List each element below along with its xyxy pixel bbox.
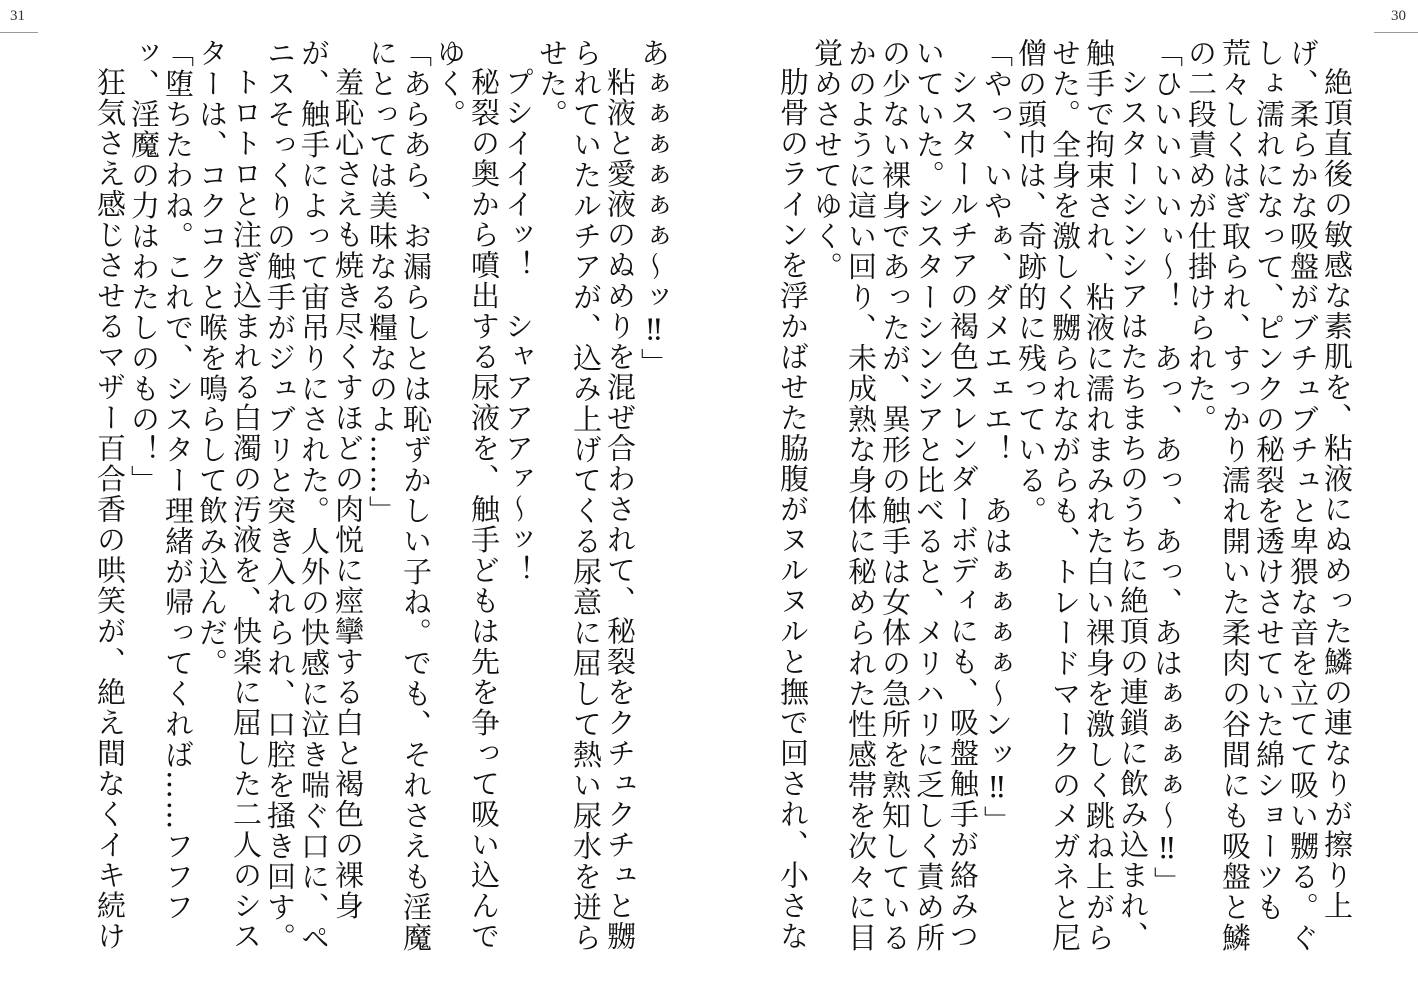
dialogue-line: 「やっ、いやぁ、ダメエェエ！ あはぁぁぁぁ〜ンッ‼」 [980, 38, 1014, 836]
paragraph: シスタールチアの褐色スレンダーボディにも、吸盤触手が絡みついていた。シスターシンシアと比べると、メリハリに乏しく責め所の少ない裸身であったが、異形の触手は女体の急所を熟知しているかのように這い回り、未成熟な身体に秘められた性感帯を次々に目覚めさせてゆく。 [810, 38, 980, 953]
paragraph: 狂気さえ感じさせるマザー百合香の哄笑が、絶え間なくイキ続け [93, 67, 127, 952]
paragraph: 秘裂の奥から噴出する尿液を、触手どもは先を争って吸い込んでゆく。 [433, 38, 501, 952]
left-page-text [93, 38, 671, 968]
paragraph: トロトロと注ぎ込まれる白濁の汚液を、快楽に屈した二人のシスターは、コクコクと喉を鳴らして飲み込んだ。 [195, 38, 263, 952]
paragraph: 羞恥心さえも焼き尽くすほどの肉悦に痙攣する白と褐色の裸身が、触手によって宙吊りにされた。人外の快感に泣き喘ぐ口に、ペニスそっくりの触手がジュブリと突き入れられ、口腔を掻き回す。 [263, 38, 365, 953]
header-rule-left [0, 32, 38, 33]
header-rule-right [1374, 32, 1418, 33]
paragraph: 肋骨のラインを浮かばせた脇腹がヌルヌルと撫で回され、小さな [776, 67, 810, 952]
dialogue-line: 「堕ちたわね。これで、シスター理緒が帰ってくれば……フフフッ、淫魔の力はわたしのもの！」 [127, 38, 195, 923]
right-page-text [776, 38, 1354, 968]
page-number-left: 31 [10, 8, 25, 24]
dialogue-line: 「あらあら、お漏らしとは恥ずかしい子ね。でも、それさえも淫魔にとっては美味なる糧なのよ……」 [365, 38, 433, 953]
page-number-right: 30 [1391, 8, 1406, 24]
paragraph: プシイイイッ！ シャアアアァ〜ッ！ [501, 67, 535, 586]
paragraph: 粘液と愛液のぬめりを混ぜ合わされて、秘裂をクチュクチュと嬲られていたルチアが、込み上げてくる尿意に屈して熱い尿水を迸らせた。 [535, 38, 637, 953]
dialogue-line: 「ひいいいいぃ〜！ あっ、あっ、あっ、あはぁぁぁぁ〜‼」 [1150, 38, 1184, 897]
dialogue-line: あぁぁぁぁぁぁ〜ッ‼」 [637, 38, 671, 379]
paragraph: 絶頂直後の敏感な素肌を、粘液にぬめった鱗の連なりが擦り上げ、柔らかな吸盤がブチュブチュと卑猥な音を立てて吸い嬲る。ぐしょ濡れになって、ピンクの秘裂を透けさせていた綿ショーツも荒々しくはぎ取られ、すっかり濡れ開いた柔肉の谷間にも吸盤と鱗の二段責めが仕掛けられた。 [1184, 38, 1354, 953]
paragraph: シスターシンシアはたちまちのうちに絶頂の連鎖に飲み込まれ、触手で拘束され、粘液に濡れまみれた白い裸身を激しく跳ね上がらせた。全身を激しく嬲られながらも、トレードマークのメガネと尼僧の頭巾は、奇跡的に残っている。 [1014, 38, 1150, 953]
